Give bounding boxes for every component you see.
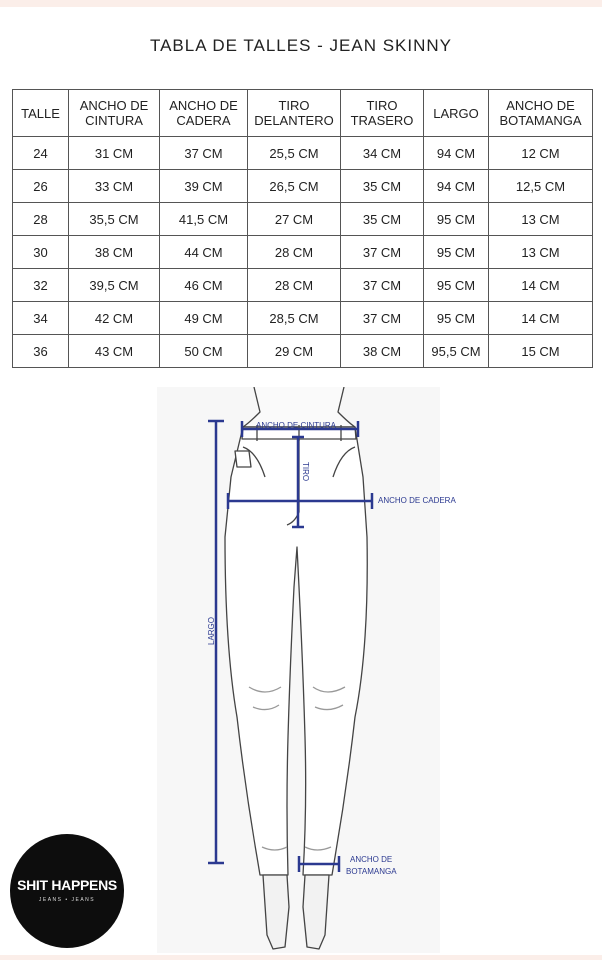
table-cell: 41,5 CM xyxy=(160,203,248,236)
table-cell: 12,5 CM xyxy=(489,170,593,203)
page-title: TABLA DE TALLES - JEAN SKINNY xyxy=(149,36,453,55)
table-cell: 36 xyxy=(13,335,69,368)
table-cell: 34 CM xyxy=(341,137,424,170)
table-cell: 35,5 CM xyxy=(69,203,160,236)
header-cell: TIRO DELANTERO xyxy=(248,90,341,137)
table-cell: 37 CM xyxy=(341,302,424,335)
brand-logo-name: SHIT HAPPENS xyxy=(17,877,117,893)
table-cell: 39,5 CM xyxy=(69,269,160,302)
table-cell: 29 CM xyxy=(248,335,341,368)
table-cell: 32 xyxy=(13,269,69,302)
table-cell: 31 CM xyxy=(69,137,160,170)
table-cell: 49 CM xyxy=(160,302,248,335)
table-cell: 37 CM xyxy=(341,269,424,302)
waist-label: ANCHO DE CINTURA xyxy=(256,421,337,430)
table-cell: 38 CM xyxy=(341,335,424,368)
table-cell: 25,5 CM xyxy=(248,137,341,170)
hem-label-line2: BOTAMANGA xyxy=(346,867,397,876)
table-cell: 95 CM xyxy=(424,302,489,335)
bottom-accent-bar xyxy=(0,955,602,960)
table-cell: 95 CM xyxy=(424,269,489,302)
table-cell: 26 xyxy=(13,170,69,203)
header-cell: ANCHO DE CINTURA xyxy=(69,90,160,137)
table-cell: 35 CM xyxy=(341,170,424,203)
table-cell: 46 CM xyxy=(160,269,248,302)
table-cell: 35 CM xyxy=(341,203,424,236)
table-cell: 15 CM xyxy=(489,335,593,368)
hip-label: ANCHO DE CADERA xyxy=(378,496,456,505)
table-cell: 30 xyxy=(13,236,69,269)
table-cell: 28,5 CM xyxy=(248,302,341,335)
length-label: LARGO xyxy=(207,616,216,645)
table-cell: 28 xyxy=(13,203,69,236)
table-cell: 26,5 CM xyxy=(248,170,341,203)
table-cell: 13 CM xyxy=(489,203,593,236)
table-cell: 95 CM xyxy=(424,203,489,236)
table-cell: 24 xyxy=(13,137,69,170)
table-cell: 33 CM xyxy=(69,170,160,203)
table-cell: 39 CM xyxy=(160,170,248,203)
table-cell: 12 CM xyxy=(489,137,593,170)
table-cell: 44 CM xyxy=(160,236,248,269)
table-cell: 34 xyxy=(13,302,69,335)
table-cell: 28 CM xyxy=(248,269,341,302)
table-cell: 94 CM xyxy=(424,170,489,203)
table-cell: 43 CM xyxy=(69,335,160,368)
header-cell: ANCHO DE BOTAMANGA xyxy=(489,90,593,137)
table-cell: 28 CM xyxy=(248,236,341,269)
brand-logo-tagline: JEANS • JEANS xyxy=(38,897,96,903)
table-cell: 42 CM xyxy=(69,302,160,335)
header-cell: TIRO TRASERO xyxy=(341,90,424,137)
header-cell: LARGO xyxy=(424,90,489,137)
header-cell: TALLE xyxy=(13,90,69,137)
table-cell: 14 CM xyxy=(489,269,593,302)
table-cell: 13 CM xyxy=(489,236,593,269)
header-cell: ANCHO DE CADERA xyxy=(160,90,248,137)
table-cell: 27 CM xyxy=(248,203,341,236)
brand-logo xyxy=(10,834,124,948)
table-cell: 14 CM xyxy=(489,302,593,335)
table-cell: 95 CM xyxy=(424,236,489,269)
table-cell: 94 CM xyxy=(424,137,489,170)
table-cell: 37 CM xyxy=(341,236,424,269)
hem-label-line1: ANCHO DE xyxy=(350,855,393,864)
table-cell: 37 CM xyxy=(160,137,248,170)
table-cell: 95,5 CM xyxy=(424,335,489,368)
table-cell: 38 CM xyxy=(69,236,160,269)
rise-label: TIRO xyxy=(301,462,310,482)
table-cell: 50 CM xyxy=(160,335,248,368)
